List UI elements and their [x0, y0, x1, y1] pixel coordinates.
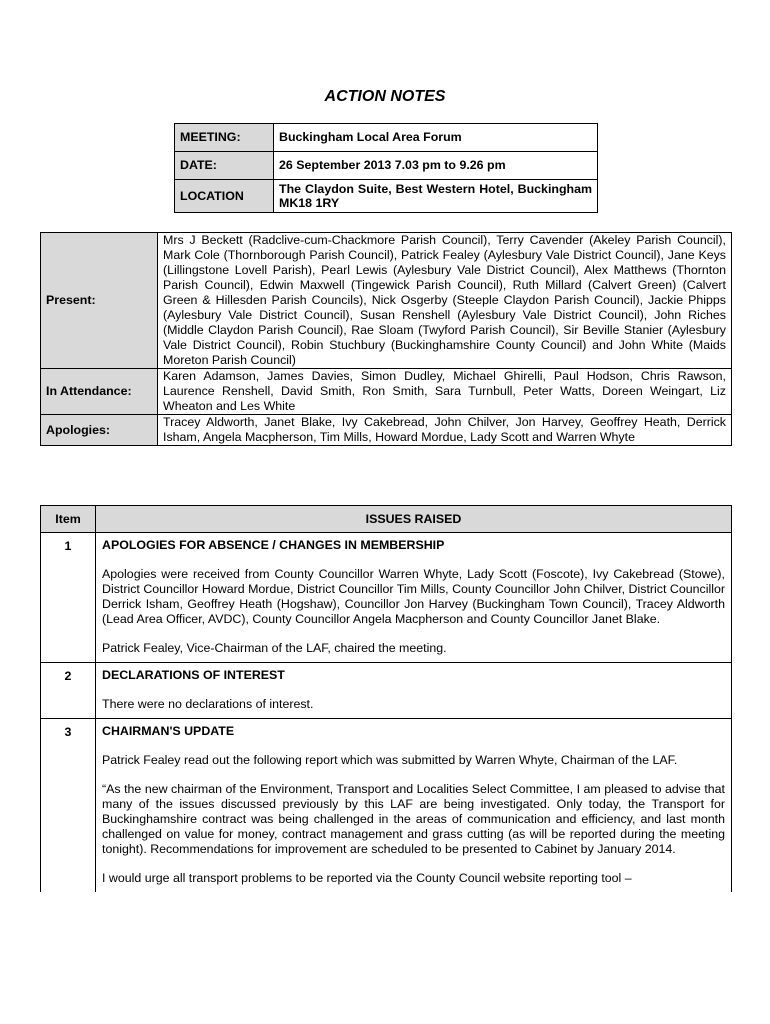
- item-column-header: Item: [41, 506, 96, 533]
- date-row: [175, 152, 598, 180]
- present-label: Present:: [41, 233, 158, 369]
- issue-title: APOLOGIES FOR ABSENCE / CHANGES IN MEMBERSHIP: [102, 538, 445, 552]
- apologies-value: Tracey Aldworth, Janet Blake, Ivy Cakebread, John Chilver, Jon Harvey, Geoffrey Heath, Derrick Isham, Angela Macpherson, Tim Mills, Howard Mordue, Lady Scott and Warren Whyte: [158, 415, 732, 446]
- issues-table: [40, 505, 732, 892]
- issue-paragraph: Patrick Fealey, Vice-Chairman of the LAF, chaired the meeting.: [102, 641, 447, 655]
- issue-body: [96, 533, 732, 663]
- location-row: [175, 180, 598, 213]
- issue-row: [41, 533, 732, 663]
- issue-paragraph: Patrick Fealey read out the following report which was submitted by Warren Whyte, Chairman of the LAF.: [102, 753, 678, 767]
- apologies-label: Apologies:: [41, 415, 158, 446]
- issue-paragraph: Apologies were received from County Councillor Warren Whyte, Lady Scott (Foscote), Ivy Cakebread (Stowe), District Councillor Howard Mordue, District Councillor Tim Mills, County Councillor John Chilver, District Councillor Derrick Isham, Geoffrey Heath (Hogshaw), Councillor Jon Harvey (Buckingham Town Council), Tracey Aldworth (Lead Area Officer, AVDC), County Councillor Angela Macpherson and County Councillor Janet Blake.: [102, 567, 725, 626]
- in-attendance-value: Karen Adamson, James Davies, Simon Dudley, Michael Ghirelli, Paul Hodson, Chris Rawson, Laurence Renshell, David Smith, Ron Smith, Sara Turnbull, Peter Watts, Doreen Weingart, Liz Wheaton and Les White: [158, 369, 732, 415]
- apologies-row: [41, 415, 732, 446]
- location-label: LOCATION: [175, 180, 274, 213]
- issues-column-header: ISSUES RAISED: [96, 506, 732, 533]
- attendance-table: [40, 232, 732, 446]
- issue-body: [96, 663, 732, 719]
- issues-header-row: [41, 506, 732, 533]
- date-value: 26 September 2013 7.03 pm to 9.26 pm: [274, 152, 598, 180]
- in-attendance-row: [41, 369, 732, 415]
- present-row: [41, 233, 732, 369]
- page-title: ACTION NOTES: [324, 88, 446, 105]
- item-number: 2: [41, 663, 96, 719]
- issue-paragraph: I would urge all transport problems to be reported via the County Council website reporting tool –: [102, 871, 632, 885]
- meeting-row: [175, 124, 598, 152]
- in-attendance-label: In Attendance:: [41, 369, 158, 415]
- issue-paragraph: There were no declarations of interest.: [102, 697, 314, 711]
- issue-title: DECLARATIONS OF INTEREST: [102, 668, 285, 682]
- issue-body: [96, 719, 732, 893]
- issue-row: [41, 719, 732, 893]
- meeting-label: MEETING:: [175, 124, 274, 152]
- meeting-details-table: [174, 123, 598, 213]
- date-label: DATE:: [175, 152, 274, 180]
- present-value: Mrs J Beckett (Radclive-cum-Chackmore Parish Council), Terry Cavender (Akeley Parish Council), Mark Cole (Thornborough Parish Council), Patrick Fealey (Aylesbury Vale District Council), Jane Keys (Lillingstone Lovell Parish), Pearl Lewis (Aylesbury Vale District Council), Alex Matthews (Thornton Parish Council), Edwin Maxwell (Tingewick Parish Council), Ruth Millard (Calvert Green) (Calvert Green & Hillesden Parish Councils), Nick Osgerby (Steeple Claydon Parish Council), Jackie Phipps (Aylesbury Vale District Council), Susan Renshell (Aylesbury Vale District Council), John Riches (Middle Claydon Parish Council), Rae Sloam (Twyford Parish Council), Sir Beville Stanier (Aylesbury Vale District Council), Robin Stuchbury (Buckinghamshire County Council) and John White (Maids Moreton Parish Council): [158, 233, 732, 369]
- issue-paragraph: “As the new chairman of the Environment, Transport and Localities Select Committee, I am pleased to advise that many of the issues discussed previously by this LAF are being investigated. Only today, the Transport for Buckinghamshire contract was being challenged in the areas of communication and efficiency, and last month challenged on value for money, contract management and grass cutting (as will be reported during the meeting tonight). Recommendations for improvement are scheduled to be presented to Cabinet by January 2014.: [102, 782, 725, 856]
- issue-title: CHAIRMAN'S UPDATE: [102, 724, 235, 738]
- item-number: 3: [41, 719, 96, 893]
- meeting-value: Buckingham Local Area Forum: [274, 124, 598, 152]
- location-value: The Claydon Suite, Best Western Hotel, Buckingham MK18 1RY: [274, 180, 598, 213]
- item-number: 1: [41, 533, 96, 663]
- issue-row: [41, 663, 732, 719]
